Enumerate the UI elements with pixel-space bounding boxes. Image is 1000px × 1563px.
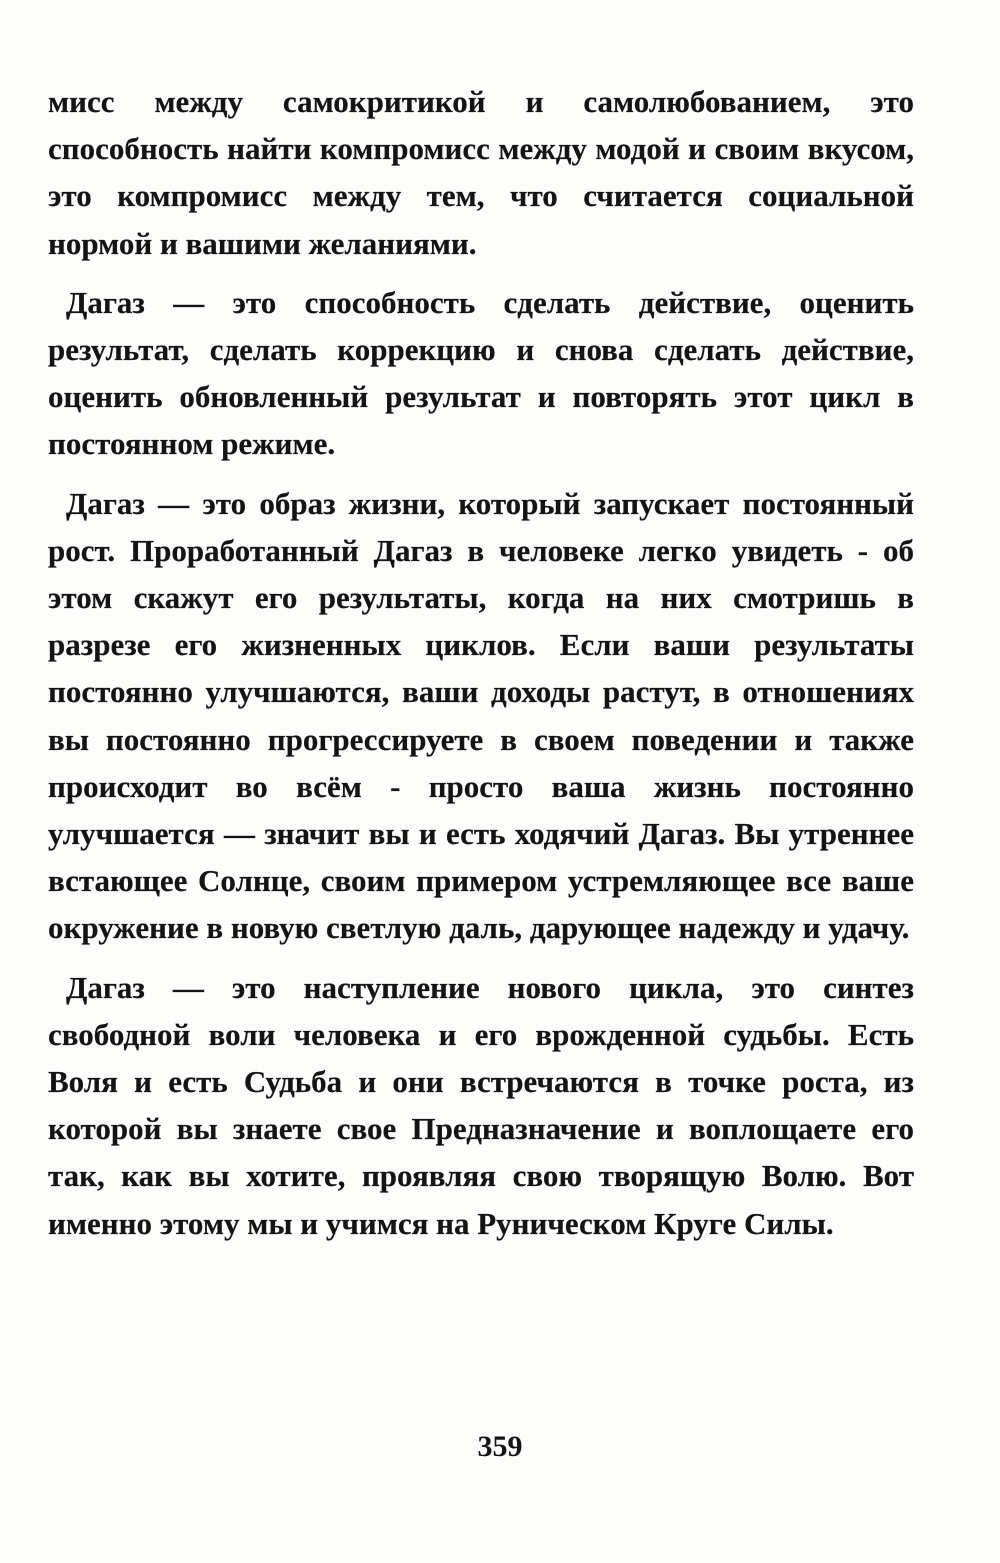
paragraph-4: Дагаз — это наступление нового цикла, это синтез свободной воли человека и его врожденной судьбы. Есть Воля и есть Судьба и они встречаются в точке роста, из которой вы знаете свое Предназначение и воплощаете его так, как вы хотите, проявляя свою творящую Волю. Вот именно этому мы и учимся на Руническом Круге Силы. [48,969,914,1241]
paragraph-2: Дагаз — это способность сделать действие, оценить результат, сделать коррекцию и снова сделать действие, оценить обновленный результат и повторять этот цикл в постоянном режиме. [48,284,914,462]
page-number: 359 [477,1430,523,1463]
paragraph-3: Дагаз — это образ жизни, который запускает постоянный рост. Проработанный Дагаз в человеке легко увидеть - об этом скажут его результаты, когда на них смотришь в разрезе его жизненных циклов. Если ваши результаты постоянно улучшаются, ваши доходы растут, в отношениях вы постоянно прогрессируете в своем поведении и также происходит во всём - просто ваша жизнь постоянно улучшается — значит вы и есть ходячий Дагаз. Вы утреннее встающее Солнце, своим примером устремляющее все ваше окружение в новую светлую даль, дарующее надежду и удачу. [48,485,914,946]
paragraph-1: мисс между самокритикой и самолюбованием, это способность найти компромисс между модой и своим вкусом, это компромисс между тем, что считается социальной нормой и вашими желаниями. [48,84,914,261]
body-text [48,78,914,1259]
